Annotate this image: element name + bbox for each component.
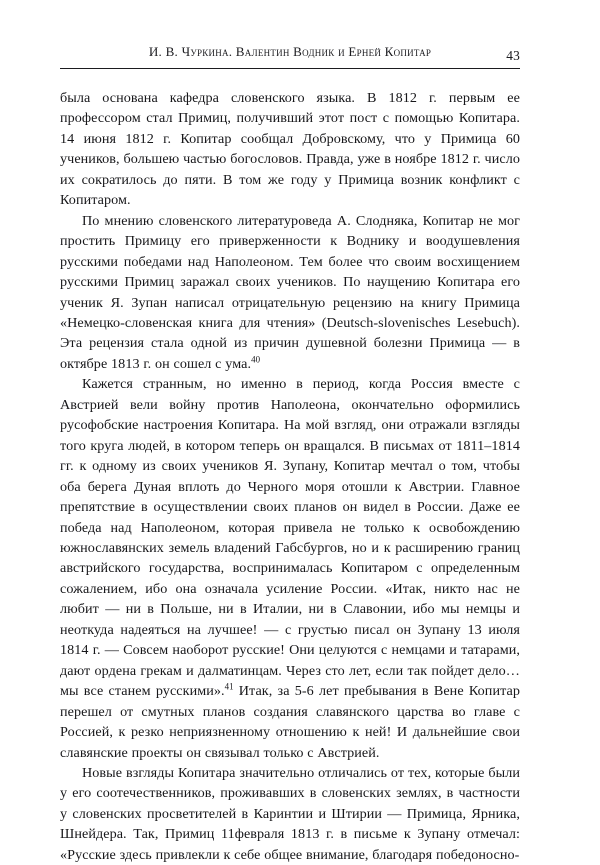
paragraph-1: была основана кафедра словенского языка. В 1812 г. первым ее профессором стал Примиц, получивший этот пост с помощью Копитара. 14 июня 1812 г. Копитар сообщал Добровскому, что у Примица 60 учеников, большею частью богословов. Правда, уже в ноябре 1812 г. число их сократилось до пяти. В том же году у Примица возник конфликт с Копитаром. [60,90,520,209]
body-text-column [60,88,520,865]
page-number: 43 [506,48,520,63]
paragraph-3-text-after-footnote: Итак, за 5-6 лет пребывания в Вене Копитар перешел от смутных планов создания славянского царства во главе с Россией, к резко неприязненному отношению к ней! И дальнейшие свои славянские проекты он связывал только с Австрией. [60,683,520,761]
paragraph-2 [60,211,520,375]
paragraph-2-text: По мнению словенского литературоведа А. Слодняка, Копитар не мог простить Примицу его приверженности к Воднику и воодушевления русскими победами над Наполеоном. Тем более что своим восхищением русскими Примиц заражал своих учеников. По наущению Копитара его ученик Я. Зупан написал отрицательную рецензию на книгу Примица «Немецко-словенская книга для чтения» (Deutsch-slovenisches Lesebuch). Эта рецензия стала одной из причин душевной болезни Примица — в октябре 1813 г. он сошел с ума. [60,212,520,372]
header-divider-rule [60,68,520,69]
paragraph-3 [60,374,520,763]
header-title: И. В. Чуркина. Валентин Водник и Ерней Копитар [148,44,432,59]
paragraph-3-text-before-footnote: Кажется странным, но именно в период, когда Россия вместе с Австрией вели войну против Наполеона, окончательно оформились русофобские настроения Копитара. На мой взгляд, они отражали взгляды того круга людей, в котором теперь он вращался. В письмах от 1811–1814 гг. к одному из своих учеников Я. Зупану, Копитар мечтал о том, чтобы оба берега Дуная вплоть до Черного моря отошли к Австрии. Главное препятствие в осуществлении своих планов он видел в России. Даже ее победа над Наполеоном, которая привела не только к освобождению южнославянских земель владений Габсбургов, но и к расширению границ австрийского государства, воспринималась Копитаром с определенным сожалением, ибо она означала усиление России. «Итак, никто нас не любит — ни в Польше, ни в Италии, ни в Славонии, ибо мы немцы и неоткуда надеяться на лучшее! — с грустью писал он Зупану 13 июля 1814 г. — Совсем наоборот русские! Они целуются с немцами и татарами, дают ордена грекам и далматинцам. Через сто лет, если так пойдет дело…мы все станем русскими». [60,376,520,700]
header-row [60,44,520,64]
paragraph-4: Новые взгляды Копитара значительно отличались от тех, которые были у его соотечественников, проживавших в словенских землях, в частности у словенских просветителей в Каринтии и Штирии — Примица, Ярника, Шнейдера. Так, Примиц 11февраля 1813 г. в письме к Зупану отмечал: «Русские здесь привлекли к себе общее внимание, благодаря победоносно- [60,764,520,863]
footnote-marker-41[interactable]: 41 [224,681,234,692]
running-header [60,44,520,69]
footnote-marker-40[interactable]: 40 [251,354,261,365]
